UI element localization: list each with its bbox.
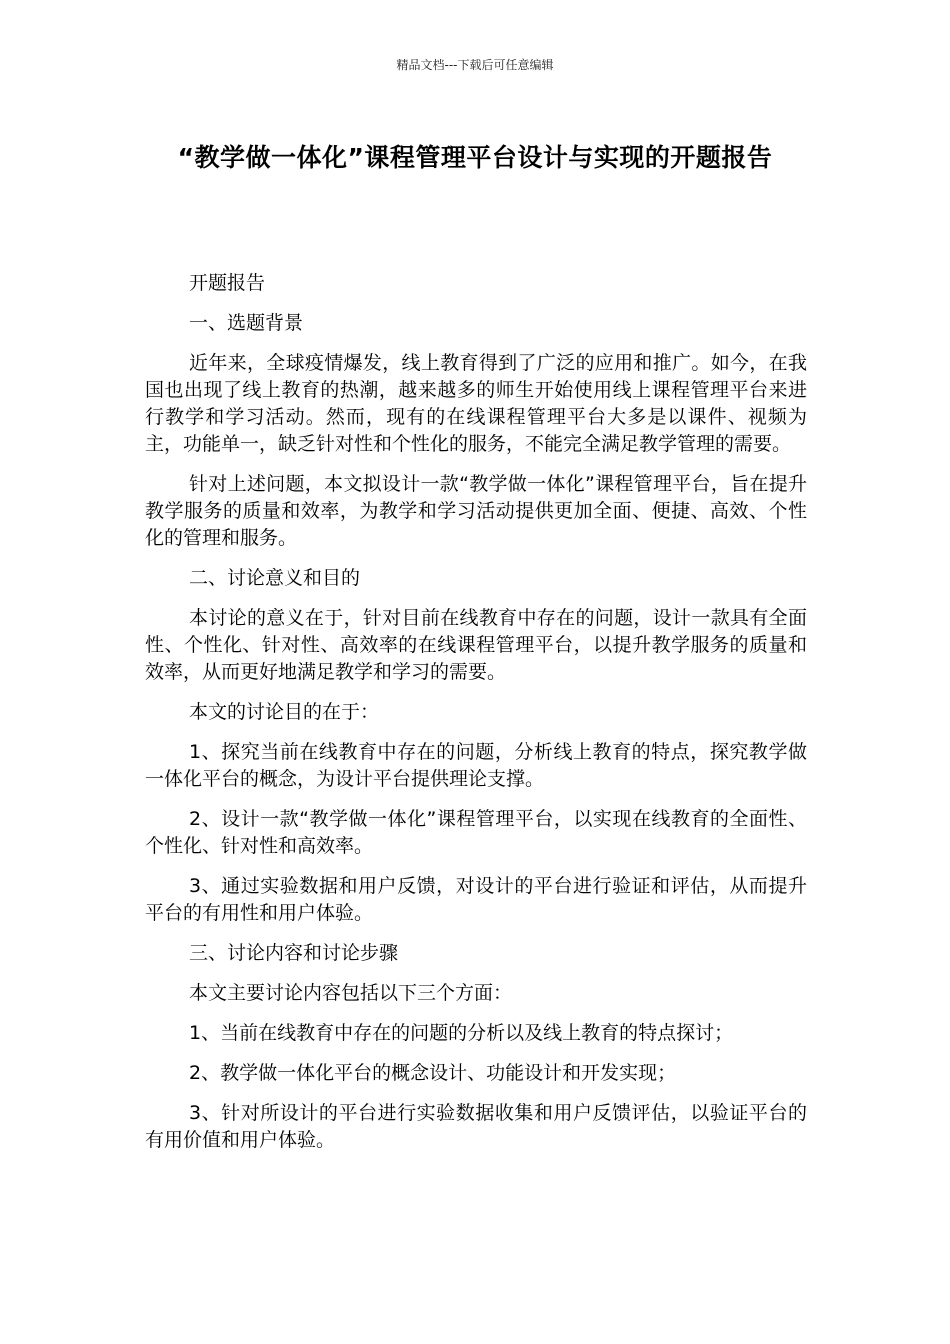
section-heading-background: 一、选题背景 [189,312,304,334]
header-note: 精品文档---下载后可任意编辑 [396,58,554,72]
list-item-purpose-3: 3、通过实验数据和用户反馈，对设计的平台进行验证和评估，从而提升平台的有用性和用户体验。 [145,875,807,924]
paragraph-significance: 本讨论的意义在于，针对目前在线教育中存在的问题，设计一款具有全面性、个性化、针对性、高效率的在线课程管理平台，以提升教学服务的质量和效率，从而更好地满足教学和学习的需要。 [145,607,807,683]
section-heading-content: 三、讨论内容和讨论步骤 [189,942,399,964]
document-body [145,270,807,1167]
list-item-purpose-1: 1、探究当前在线教育中存在的问题，分析线上教育的特点，探究教学做一体化平台的概念，为设计平台提供理论支撑。 [145,741,807,790]
document-title: “教学做一体化”课程管理平台设计与实现的开题报告 [177,143,773,172]
paragraph-background: 近年来，全球疫情爆发，线上教育得到了广泛的应用和推广。如今，在我国也出现了线上教育的热潮，越来越多的师生开始使用线上课程管理平台来进行教学和学习活动。然而，现有的在线课程管理平台大多是以课件、视频为主，功能单一，缺乏针对性和个性化的服务，不能完全满足教学管理的需要。 [145,352,807,455]
paragraph-content-intro: 本文主要讨论内容包括以下三个方面： [189,982,513,1004]
section-heading-significance: 二、讨论意义和目的 [189,567,361,589]
paragraph-proposal: 针对上述问题，本文拟设计一款“教学做一体化”课程管理平台，旨在提升教学服务的质量和效率，为教学和学习活动提供更加全面、便捷、高效、个性化的管理和服务。 [145,473,807,549]
list-item-purpose-2: 2、设计一款“教学做一体化”课程管理平台，以实现在线教育的全面性、个性化、针对性和高效率。 [145,808,807,857]
paragraph-report-label: 开题报告 [189,272,266,294]
list-item-content-2: 2、教学做一体化平台的概念设计、功能设计和开发实现； [189,1062,677,1084]
list-item-content-1: 1、当前在线教育中存在的问题的分析以及线上教育的特点探讨； [189,1022,734,1044]
paragraph-purpose-intro: 本文的讨论目的在于： [189,701,380,723]
list-item-content-3: 3、针对所设计的平台进行实验数据收集和用户反馈评估，以验证平台的有用价值和用户体验。 [145,1102,807,1151]
